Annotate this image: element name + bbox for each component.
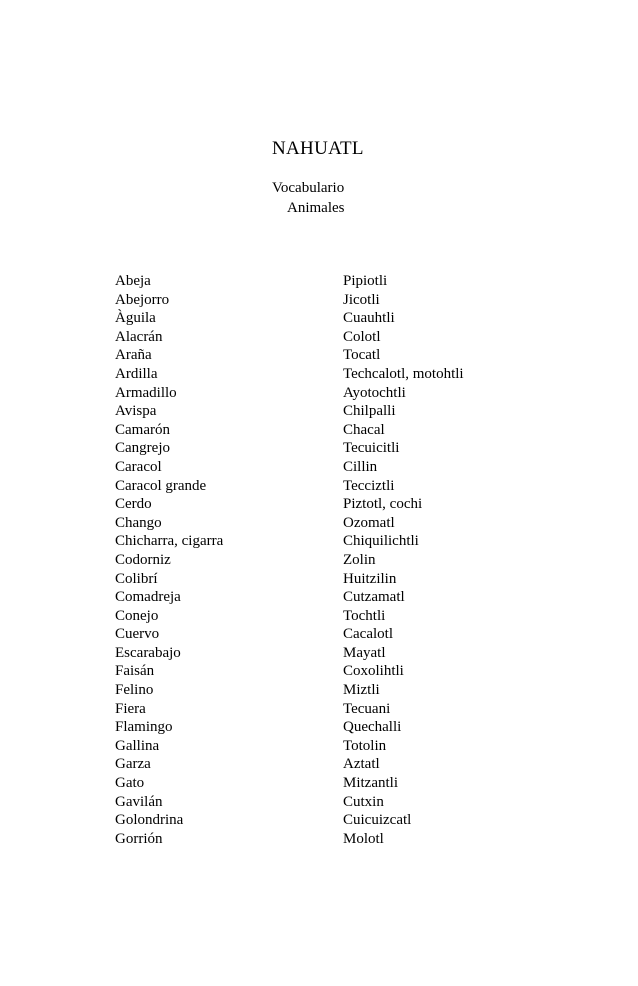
section-heading: Animales — [287, 200, 345, 216]
spanish-term: Garza — [115, 756, 151, 773]
nahuatl-term: Huitzilin — [343, 570, 397, 587]
nahuatl-term: Miztli — [343, 682, 380, 699]
vocabulary-row — [115, 588, 535, 607]
vocabulary-row — [115, 328, 535, 347]
spanish-term: Alacrán — [115, 328, 163, 345]
spanish-term: Faisán — [115, 663, 155, 680]
spanish-term: Felino — [115, 682, 154, 699]
spanish-term: Àguila — [115, 310, 156, 327]
vocabulary-row — [115, 793, 535, 812]
vocabulary-row — [115, 755, 535, 774]
spanish-term: Caracol — [115, 458, 162, 475]
spanish-term: Gallina — [115, 737, 160, 754]
spanish-term: Golondrina — [115, 812, 184, 829]
nahuatl-term: Piztotl, cochi — [343, 496, 423, 513]
nahuatl-term: Cutxin — [343, 793, 384, 810]
nahuatl-term: Jicotli — [343, 291, 380, 308]
nahuatl-term: Mitzantli — [343, 775, 398, 792]
spanish-term: Avispa — [115, 403, 157, 420]
nahuatl-term: Colotl — [343, 328, 381, 345]
vocabulary-row — [115, 272, 535, 291]
spanish-term: Camarón — [115, 421, 170, 438]
vocabulary-row — [115, 309, 535, 328]
vocabulary-row — [115, 570, 535, 589]
vocabulary-row — [115, 402, 535, 421]
nahuatl-term: Cillin — [343, 458, 378, 475]
nahuatl-term: Coxolihtli — [343, 663, 404, 680]
spanish-term: Flamingo — [115, 719, 173, 736]
spanish-term: Cerdo — [115, 496, 152, 513]
spanish-term: Gavilán — [115, 793, 163, 810]
vocabulary-row — [115, 458, 535, 477]
nahuatl-term: Ozomatl — [343, 514, 395, 531]
nahuatl-term: Chilpalli — [343, 403, 396, 420]
nahuatl-term: Mayatl — [343, 644, 386, 661]
vocabulary-row — [115, 365, 535, 384]
vocabulary-list — [115, 272, 535, 848]
vocabulary-row — [115, 291, 535, 310]
nahuatl-term: Chiquilichtli — [343, 533, 419, 550]
spanish-term: Ardilla — [115, 365, 158, 382]
spanish-term: Comadreja — [115, 589, 181, 606]
vocabulary-row — [115, 700, 535, 719]
spanish-term: Fiera — [115, 700, 146, 717]
nahuatl-term: Zolin — [343, 551, 376, 568]
spanish-term: Conejo — [115, 607, 159, 624]
vocabulary-row — [115, 495, 535, 514]
vocabulary-row — [115, 384, 535, 403]
spanish-term: Gorrión — [115, 830, 163, 847]
nahuatl-term: Techcalotl, motohtli — [343, 365, 464, 382]
spanish-term: Chicharra, cigarra — [115, 533, 224, 550]
spanish-term: Araña — [115, 347, 152, 364]
vocabulary-row — [115, 551, 535, 570]
vocabulary-row — [115, 718, 535, 737]
nahuatl-term: Aztatl — [343, 756, 380, 773]
nahuatl-term: Quechalli — [343, 719, 402, 736]
vocabulary-row — [115, 514, 535, 533]
spanish-term: Cuervo — [115, 626, 160, 643]
document-subtitle: Vocabulario — [272, 180, 345, 196]
vocabulary-row — [115, 607, 535, 626]
nahuatl-term: Cutzamatl — [343, 589, 405, 606]
nahuatl-term: Tocatl — [343, 347, 381, 364]
vocabulary-row — [115, 625, 535, 644]
vocabulary-row — [115, 421, 535, 440]
nahuatl-term: Pipiotli — [343, 273, 388, 289]
nahuatl-term: Tecuani — [343, 700, 391, 717]
spanish-term: Armadillo — [115, 384, 177, 401]
vocabulary-row — [115, 737, 535, 756]
spanish-term: Cangrejo — [115, 440, 170, 457]
spanish-term: Caracol grande — [115, 477, 207, 494]
nahuatl-term: Cacalotl — [343, 626, 393, 643]
vocabulary-row — [115, 681, 535, 700]
nahuatl-term: Tochtli — [343, 607, 386, 624]
nahuatl-term: Tecciztli — [343, 477, 395, 494]
nahuatl-term: Tecuicitli — [343, 440, 400, 457]
vocabulary-row — [115, 644, 535, 663]
spanish-term: Abejorro — [115, 291, 170, 308]
vocabulary-row — [115, 477, 535, 496]
nahuatl-term: Molotl — [343, 830, 384, 847]
vocabulary-row — [115, 811, 535, 830]
vocabulary-row — [115, 830, 535, 849]
spanish-term: Chango — [115, 514, 162, 531]
nahuatl-term: Chacal — [343, 421, 385, 438]
vocabulary-row — [115, 662, 535, 681]
spanish-term: Abeja — [115, 273, 151, 289]
nahuatl-term: Ayotochtli — [343, 384, 406, 401]
spanish-term: Colibrí — [115, 570, 158, 587]
nahuatl-term: Cuauhtli — [343, 310, 395, 327]
nahuatl-term: Totolin — [343, 737, 387, 754]
vocabulary-row — [115, 532, 535, 551]
document-title: NAHUATL — [272, 138, 364, 159]
vocabulary-row — [115, 774, 535, 793]
nahuatl-term: Cuicuizcatl — [343, 812, 412, 829]
vocabulary-row — [115, 439, 535, 458]
spanish-term: Codorniz — [115, 551, 171, 568]
spanish-term: Escarabajo — [115, 644, 181, 661]
vocabulary-row — [115, 346, 535, 365]
spanish-term: Gato — [115, 775, 145, 792]
